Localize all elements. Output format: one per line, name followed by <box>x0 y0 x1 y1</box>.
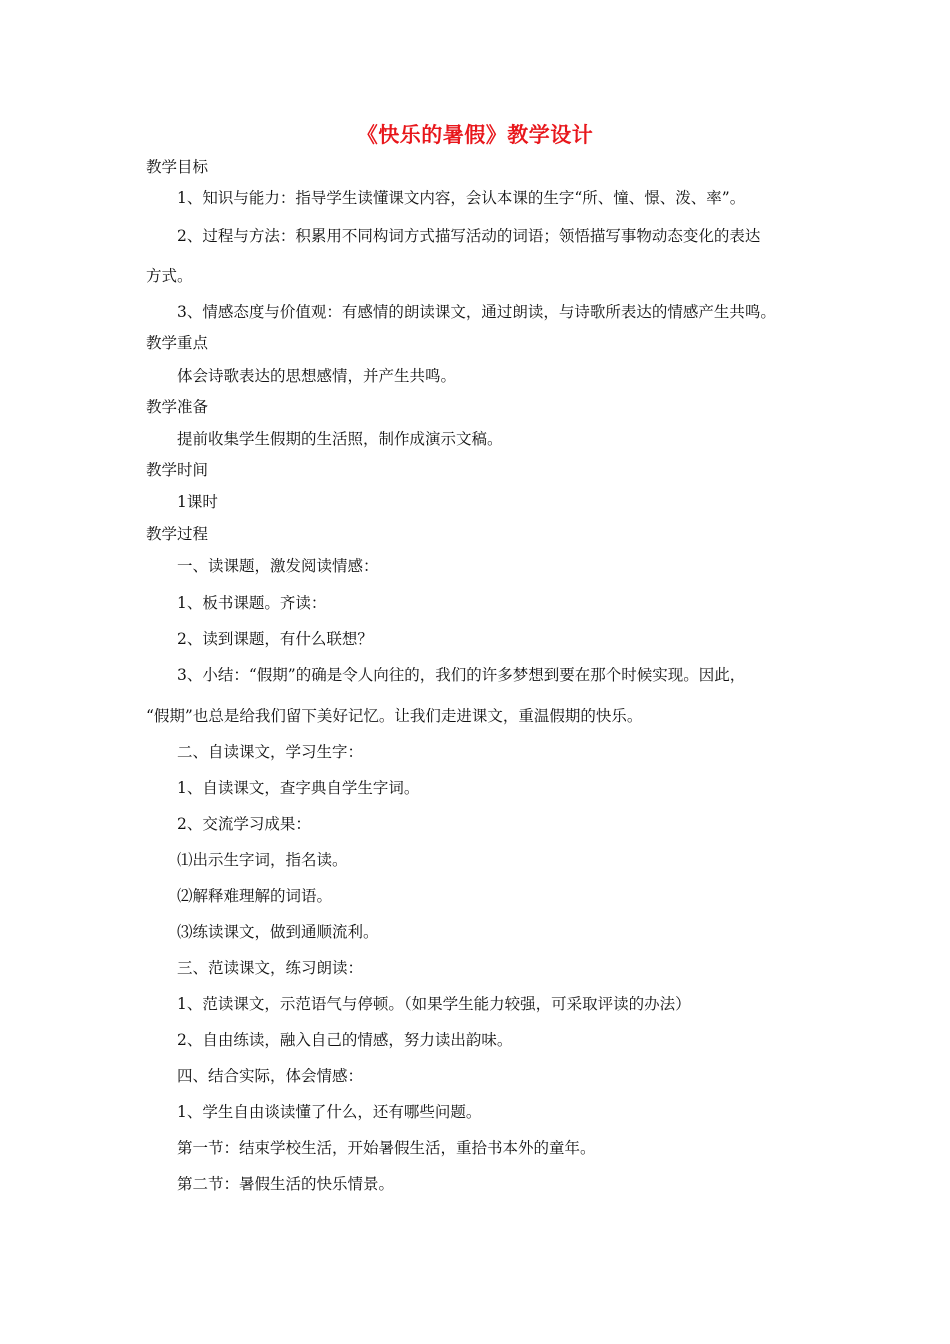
paragraph: 提前收集学生假期的生活照，制作成演示文稿。 <box>177 430 503 448</box>
paragraph: 3、小结：“假期”的确是令人向往的，我们的许多梦想到要在那个时候实现。因此， <box>177 666 746 684</box>
paragraph: 2、自由练读，融入自己的情感，努力读出韵味。 <box>177 1031 513 1049</box>
section-heading-time: 教学时间 <box>146 461 209 479</box>
paragraph: ⑴出示生字词，指名读。 <box>177 851 348 869</box>
paragraph: 第二节：暑假生活的快乐情景。 <box>177 1175 395 1193</box>
document-title: 《快乐的暑假》教学设计 <box>356 123 594 147</box>
paragraph-continuation: “假期”也总是给我们留下美好记忆。让我们走进课文，重温假期的快乐。 <box>146 707 643 725</box>
paragraph: 1、自读课文，查字典自学生字词。 <box>177 779 420 797</box>
paragraph: 1、知识与能力：指导学生读懂课文内容，会认本课的生字“所、憧、憬、泼、率”。 <box>177 189 746 207</box>
paragraph: 四、结合实际，体会情感： <box>177 1067 364 1085</box>
section-heading-objectives: 教学目标 <box>146 158 209 176</box>
paragraph: 一、读课题，激发阅读情感： <box>177 557 379 575</box>
paragraph: 第一节：结束学校生活，开始暑假生活，重拾书本外的童年。 <box>177 1139 596 1157</box>
paragraph: 2、交流学习成果： <box>177 815 311 833</box>
paragraph: 二、自读课文，学习生字： <box>177 743 364 761</box>
paragraph: ⑵解释难理解的词语。 <box>177 887 333 905</box>
section-heading-process: 教学过程 <box>146 525 209 543</box>
paragraph: ⑶练读课文，做到通顺流利。 <box>177 923 379 941</box>
paragraph: 三、范读课文，练习朗读： <box>177 959 364 977</box>
paragraph: 3、情感态度与价值观：有感情的朗读课文，通过朗读，与诗歌所表达的情感产生共鸣。 <box>177 303 776 321</box>
paragraph: 1、学生自由谈读懂了什么，还有哪些问题。 <box>177 1103 482 1121</box>
section-heading-key-points: 教学重点 <box>146 334 209 352</box>
paragraph: 体会诗歌表达的思想感情，并产生共鸣。 <box>177 367 457 385</box>
paragraph: 1、板书课题。齐读： <box>177 594 327 612</box>
paragraph: 2、读到课题，有什么联想？ <box>177 630 373 648</box>
section-heading-preparation: 教学准备 <box>146 398 209 416</box>
paragraph: 2、过程与方法：积累用不同构词方式描写活动的词语；领悟描写事物动态变化的表达 <box>177 227 761 245</box>
paragraph: 1课时 <box>177 493 218 511</box>
paragraph-continuation: 方式。 <box>146 267 193 285</box>
paragraph: 1、范读课文，示范语气与停顿。（如果学生能力较强，可采取评读的办法） <box>177 995 691 1013</box>
